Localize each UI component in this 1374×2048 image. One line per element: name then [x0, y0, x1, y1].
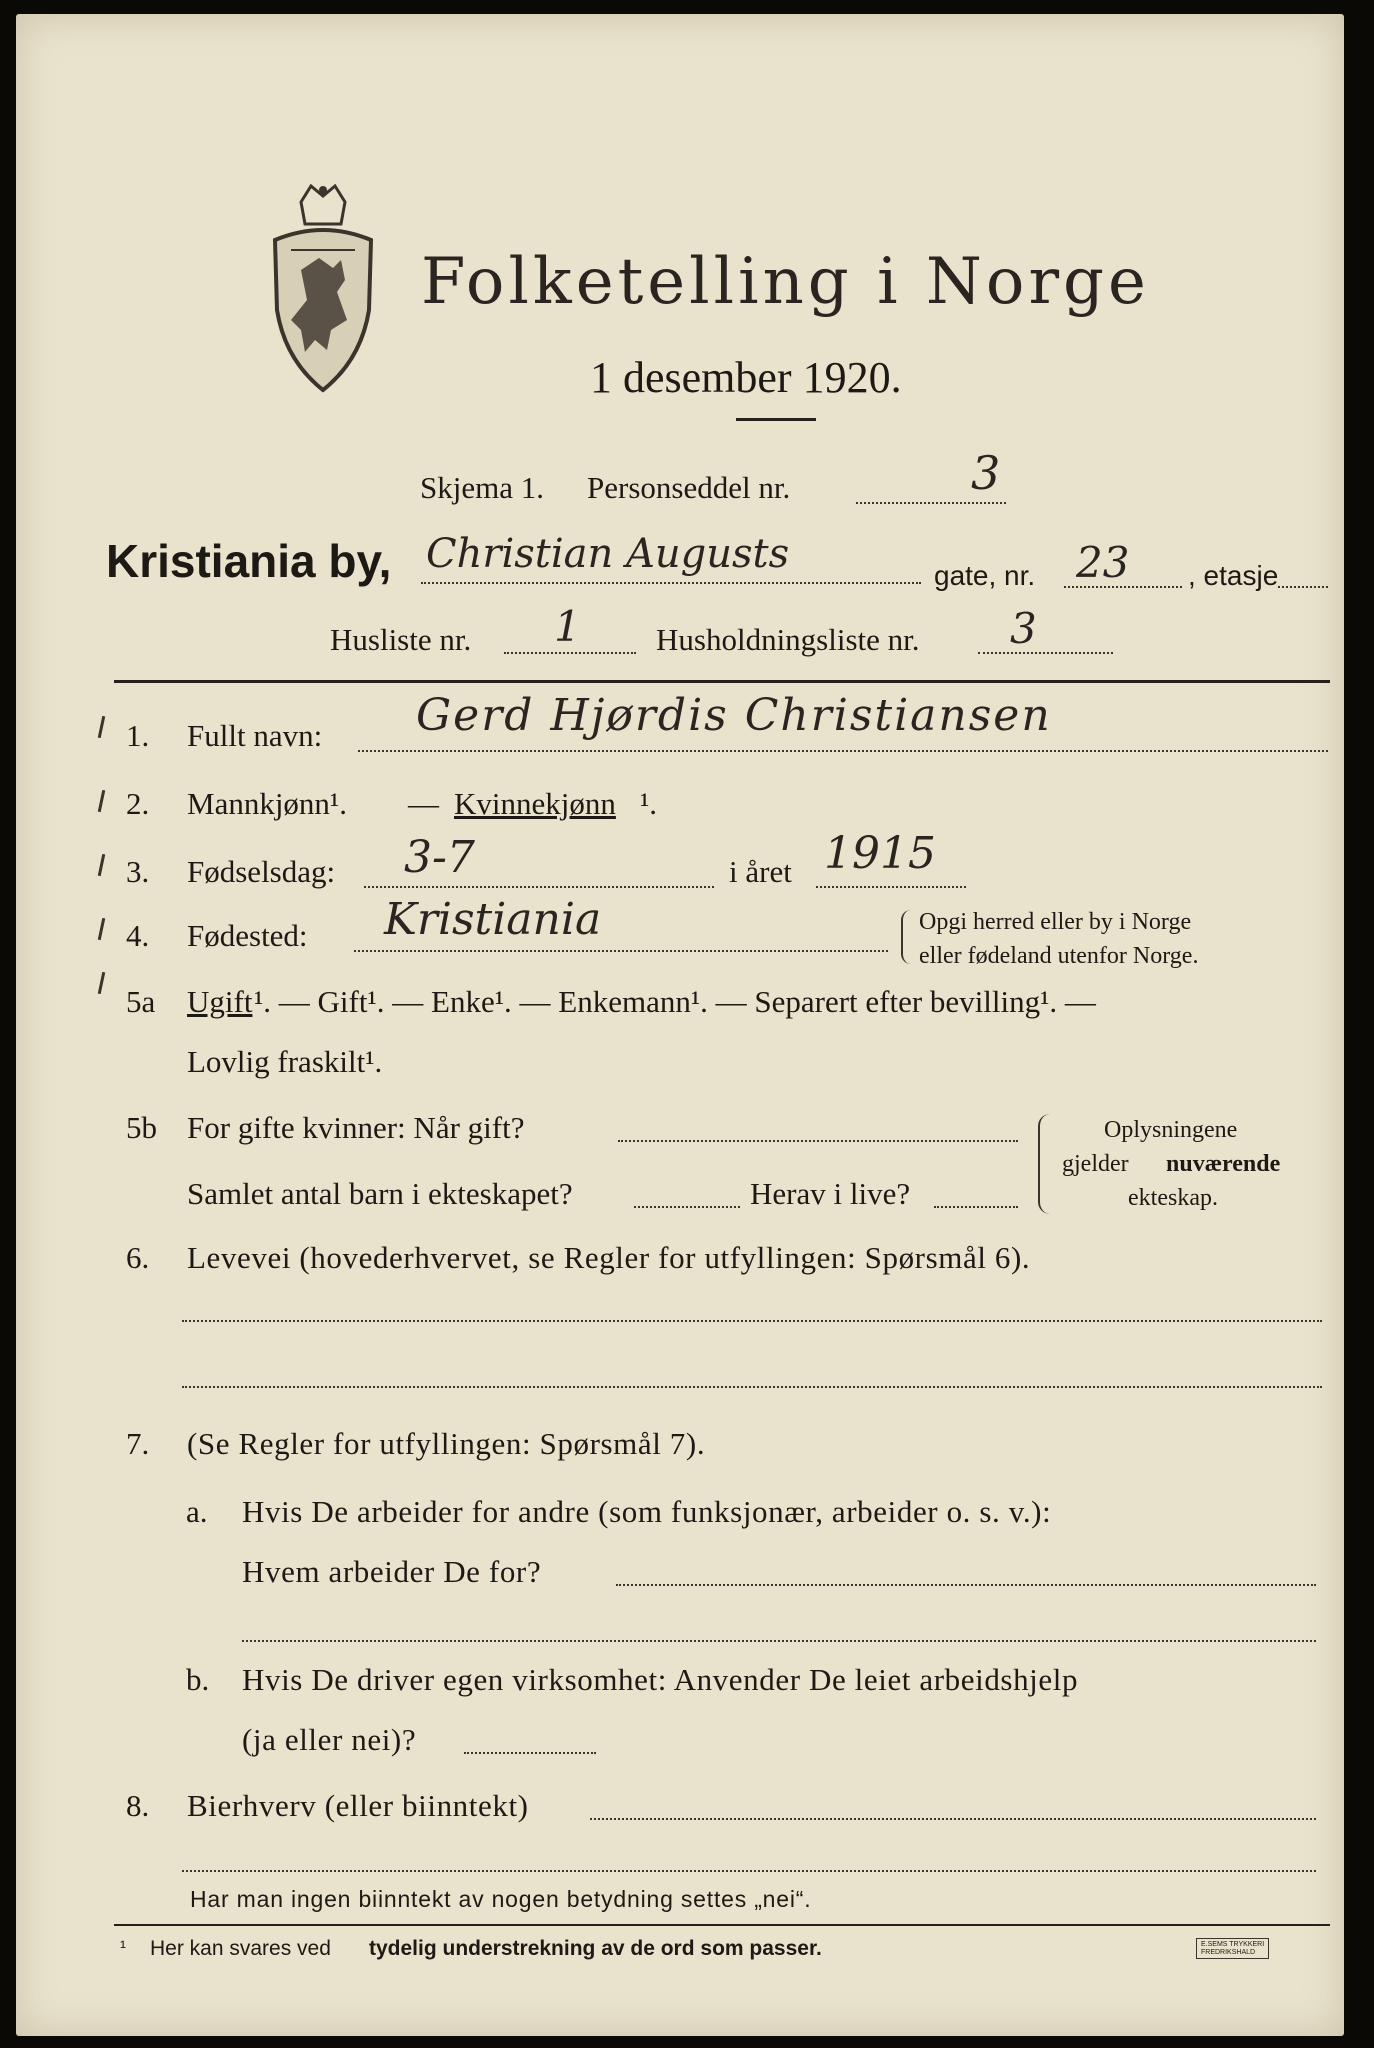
q7a-question: Hvis De arbeider for andre (som funksjonær, arbeider o. s. v.):: [242, 1494, 1052, 1529]
q4-number: 4.: [126, 918, 150, 953]
q1-number: 1.: [126, 718, 150, 753]
check-mark: [98, 972, 106, 994]
printer-stamp: E.SEMS TRYKKERI FREDRIKSHALD: [1196, 1938, 1269, 1959]
marriage-note-line2b: nuværende: [1166, 1151, 1281, 1177]
employer-label: Hvem arbeider De for?: [242, 1554, 542, 1589]
personseddel-value: 3: [971, 446, 1001, 500]
children-label: Samlet antal barn i ekteskapet?: [187, 1176, 573, 1211]
side-income-note: Har man ingen biinntekt av nogen betydning settes „nei“.: [190, 1886, 812, 1912]
coat-of-arms-emblem: [261, 180, 387, 398]
personseddel-label: Personseddel nr.: [587, 470, 791, 505]
when-married-label: For gifte kvinner: Når gift?: [187, 1110, 525, 1145]
q7a-letter: a.: [186, 1494, 208, 1529]
option-separator: —: [408, 786, 439, 821]
census-date: 1 desember 1920.: [590, 353, 902, 402]
check-mark: [98, 918, 106, 940]
q5b-number: 5b: [126, 1110, 157, 1145]
city-label: Kristiania by,: [106, 535, 392, 587]
q5a-number: 5a: [126, 984, 156, 1019]
marriage-note-line3: ekteskap.: [1128, 1185, 1218, 1211]
side-income-field[interactable]: [590, 1818, 1316, 1820]
form-title: Folketelling i Norge: [421, 245, 1150, 319]
full-name-value: Gerd Hjørdis Christiansen: [416, 690, 1052, 741]
birthplace-note-line2: eller fødeland utenfor Norge.: [919, 943, 1199, 969]
title-rule: [736, 418, 816, 421]
occupation-label: Levevei (hovederhvervet, se Regler for utfyllingen: Spørsmål 6).: [187, 1240, 1031, 1275]
husholdning-label: Husholdningsliste nr.: [656, 622, 920, 657]
q7-label: (Se Regler for utfyllingen: Spørsmål 7).: [187, 1426, 706, 1461]
marriage-note-line2a: gjelder: [1062, 1151, 1129, 1177]
q4-label: Fødested:: [187, 918, 308, 953]
footnote-text-bold: tydelig understrekning av de ord som passer.: [369, 1937, 822, 1960]
header-divider: [114, 680, 1330, 683]
alive-field[interactable]: [934, 1206, 1018, 1208]
q7b-letter: b.: [186, 1662, 210, 1697]
full-name-field[interactable]: [358, 750, 1328, 752]
schema-label: Skjema 1.: [420, 470, 544, 505]
birth-year-value: 1915: [824, 828, 936, 879]
unmarried-option[interactable]: Ugift: [187, 984, 253, 1019]
etasje-label: , etasje: [1188, 560, 1279, 591]
census-form: [16, 14, 1344, 2036]
female-option-suffix: ¹.: [640, 786, 658, 821]
q3-number: 3.: [126, 854, 150, 889]
husliste-value: 1: [554, 602, 581, 651]
alive-label: Herav i live?: [750, 1176, 911, 1211]
hired-help-field[interactable]: [464, 1752, 596, 1754]
personseddel-field[interactable]: [856, 502, 1006, 504]
birthdate-value: 3-7: [404, 832, 475, 883]
occupation-field-line2[interactable]: [182, 1386, 1322, 1388]
birthplace-note-line1: Opgi herred eller by i Norge: [919, 909, 1192, 935]
check-mark: [98, 790, 106, 812]
q7b-question: Hvis De driver egen virksomhet: Anvender De leiet arbeidshjelp: [242, 1662, 1079, 1697]
hired-help-label: (ja eller nei)?: [242, 1722, 417, 1757]
q6-number: 6.: [126, 1240, 150, 1275]
female-option[interactable]: Kvinnekjønn: [454, 786, 616, 821]
divorced-option[interactable]: Lovlig fraskilt¹.: [187, 1044, 383, 1079]
employer-field-line2[interactable]: [242, 1640, 1316, 1642]
when-married-field[interactable]: [618, 1140, 1018, 1142]
husholdning-value: 3: [1010, 604, 1037, 653]
marital-status-options[interactable]: ¹. — Gift¹. — Enke¹. — Enkemann¹. — Separert efter bevilling¹. —: [254, 984, 1096, 1019]
q2-number: 2.: [126, 786, 150, 821]
q3-label: Fødselsdag:: [187, 854, 336, 889]
check-mark: [98, 854, 106, 876]
side-income-label: Bierhverv (eller biinntekt): [187, 1788, 529, 1823]
q8-number: 8.: [126, 1788, 150, 1823]
floor-field[interactable]: [1278, 586, 1328, 588]
footnote-text: Her kan svares ved: [150, 1937, 331, 1960]
employer-field[interactable]: [616, 1584, 1316, 1586]
husholdning-field[interactable]: [978, 652, 1113, 654]
q7-number: 7.: [126, 1426, 150, 1461]
husliste-field[interactable]: [504, 652, 636, 654]
year-label: i året: [729, 854, 792, 889]
note-brace: [1038, 1114, 1050, 1214]
note-brace: [901, 910, 911, 964]
birthdate-field[interactable]: [364, 886, 714, 888]
footnote-rule: [114, 1924, 1330, 1926]
footnote-mark: ¹: [120, 1937, 126, 1957]
street-field[interactable]: [421, 582, 921, 584]
birth-year-field[interactable]: [816, 886, 966, 888]
check-mark: [98, 716, 106, 738]
house-number-value: 23: [1076, 538, 1130, 587]
birthplace-value: Kristiania: [384, 894, 602, 945]
q1-label: Fullt navn:: [187, 718, 323, 753]
male-option[interactable]: Mannkjønn¹.: [187, 786, 347, 821]
children-field[interactable]: [634, 1206, 740, 1208]
street-value: Christian Augusts: [426, 531, 790, 577]
gate-label: gate, nr.: [934, 560, 1036, 591]
side-income-field-line2[interactable]: [182, 1870, 1316, 1872]
marriage-note-line1: Oplysningene: [1104, 1117, 1238, 1143]
birthplace-field[interactable]: [354, 950, 888, 952]
husliste-label: Husliste nr.: [330, 622, 472, 657]
occupation-field-line1[interactable]: [182, 1320, 1322, 1322]
